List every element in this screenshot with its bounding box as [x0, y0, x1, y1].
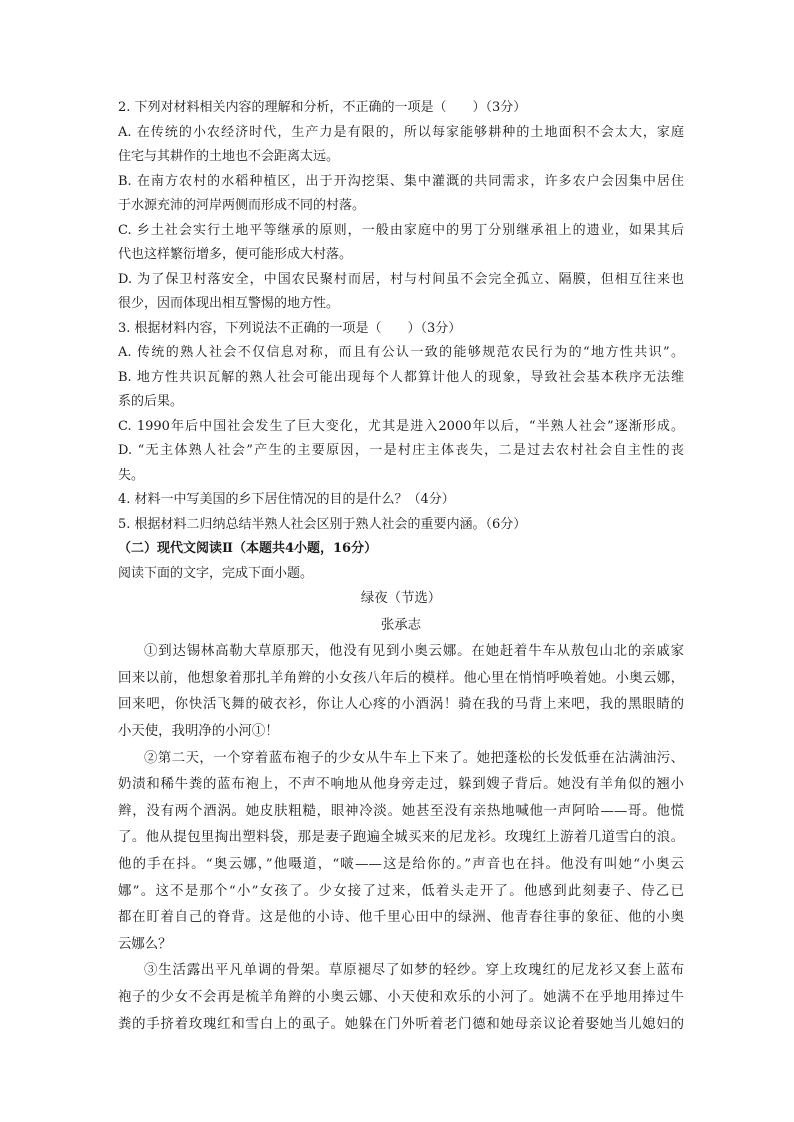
- question-4: 4. 材料一中写美国的乡下居住情况的目的是什么？（4分）: [118, 492, 455, 507]
- question-2-option-d-cont: 很少，因而体现出相互警惕的地方性。: [118, 296, 340, 311]
- section-instruction: 阅读下面的文字，完成下面小题。: [118, 565, 314, 581]
- question-2-option-a-cont: 住宅与其耕作的土地也不会距离太远。: [118, 149, 340, 164]
- paragraph-2-line: 了。他从提包里掏出塑料袋，那是妻子跑遍全城买来的尼龙衫。玫瑰红上游着几道雪白的浪。: [118, 830, 684, 846]
- paragraph-2-line: 奶渍和稀牛粪的蓝布袍上，不声不响地从他身旁走过，躲到嫂子背后。她没有羊角似的翘小: [118, 777, 684, 793]
- paragraph-1-line: 回来吧，你快活飞舞的破衣衫，你让人心疼的小酒涡！骑在我的马背上来吧，我的黑眼睛的: [118, 697, 684, 713]
- paragraph-2-line: 都在盯着自己的脊背。这是他的小诗、他千里心田中的绿洲、他青春往事的象征、他的小奥: [118, 910, 684, 926]
- paragraph-1-line: ①到达锡林高勒大草原那天，他没有见到小奥云娜。在她赶着牛车从敖包山北的亲戚家: [144, 644, 684, 660]
- paragraph-2-line: 他的手在抖。“奥云娜，”他嗫道，“啵——这是给你的。”声音也在抖。他没有叫她“小奥云: [118, 856, 684, 872]
- question-3-option-b: B. 地方性共识瓦解的熟人社会可能出现每个人都算计他人的现象，导致社会基本秩序无法维: [118, 369, 684, 385]
- paragraph-3-line: 袍子的少女不会再是梳羊角辫的小奥云娜、小天使和欢乐的小河了。她满不在乎地用捧过牛: [118, 989, 684, 1005]
- document-page: [118, 96, 684, 1038]
- paragraph-2-line: ②第二天，一个穿着蓝布袍子的少女从牛车上下来了。她把蓬松的长发低垂在沾满油污、: [144, 750, 684, 766]
- question-2-stem: 2. 下列对材料相关内容的理解和分析，不正确的一项是（ ）（3分）: [118, 100, 527, 115]
- paragraph-2-line: 娜”。这不是那个“小”女孩了。少女接了过来，低着头走开了。他感到此刻妻子、侍乙已: [118, 883, 684, 899]
- story-author: 张承志: [380, 617, 422, 633]
- question-2-option-c: C. 乡土社会实行土地平等继承的原则，一般由家庭中的男丁分别继承祖上的遗业，如果其后: [118, 222, 684, 238]
- question-2-option-b: B. 在南方农村的水稻种植区，出于开沟挖渠、集中灌溉的共同需求，许多农户会因集中居住: [118, 173, 684, 189]
- paragraph-1-line: 回来以前，他想象着那扎羊角辫的小女孩八年后的模样。他心里在悄悄呼唤着她。小奥云娜，: [118, 670, 684, 686]
- question-5: 5. 根据材料二归纳总结半熟人社会区别于熟人社会的重要内涵。（6分）: [118, 516, 527, 532]
- question-2-option-b-cont: 于水源充沛的河岸两侧而形成不同的村落。: [118, 198, 366, 213]
- question-3-option-d-cont: 失。: [118, 467, 145, 483]
- paragraph-2-line: 辫，没有两个酒涡。她皮肤粗糙，眼神冷淡。她甚至没有亲热地喊他一声阿哈——哥。他慌: [118, 803, 684, 819]
- paragraph-1-line: 小天使，我明净的小河①！: [118, 723, 279, 739]
- question-3-option-c: C. 1990年后中国社会发生了巨大变化，尤其是进入2000年以后，“半熟人社会”逐渐形成。: [118, 418, 684, 434]
- question-3-stem: 3. 根据材料内容，下列说法不正确的一项是（ ）（3分）: [118, 320, 462, 336]
- story-body: [118, 639, 684, 1038]
- story-title: 绿夜（节选）: [360, 591, 442, 606]
- paragraph-2-line: 云娜么？: [118, 936, 172, 952]
- section-heading: （二）现代文阅读Ⅱ（本题共4小题，16分）: [118, 541, 378, 556]
- question-3-option-d: D. “无主体熟人社会”产生的主要原因，一是村庄主体丧失，二是过去农村社会自主性的丧: [118, 443, 684, 458]
- question-3-option-b-cont: 系的后果。: [118, 394, 184, 409]
- paragraph-3-line: ③生活露出平凡单调的骨架。草原褪尽了如梦的轻纱。穿上玫瑰红的尼龙衫又套上蓝布: [144, 963, 684, 979]
- paragraph-3-line: 粪的手挤着玫瑰红和雪白上的虱子。她躲在门外听着老门德和她母亲议论着娶她当儿媳妇的: [118, 1016, 684, 1032]
- question-2-option-a: A. 在传统的小农经济时代，生产力是有限的，所以每家能够耕种的土地面积不会太大，家庭: [118, 124, 684, 140]
- question-3-option-a: A. 传统的熟人社会不仅信息对称，而且有公认一致的能够规范农民行为的“地方性共识”。: [118, 345, 684, 360]
- question-2-option-c-cont: 代也这样繁衍增多，便可能形成大村落。: [118, 247, 353, 262]
- question-2-option-d: D. 为了保卫村落安全，中国农民聚村而居，村与村间虽不会完全孤立、隔膜，但相互往来也: [118, 271, 684, 287]
